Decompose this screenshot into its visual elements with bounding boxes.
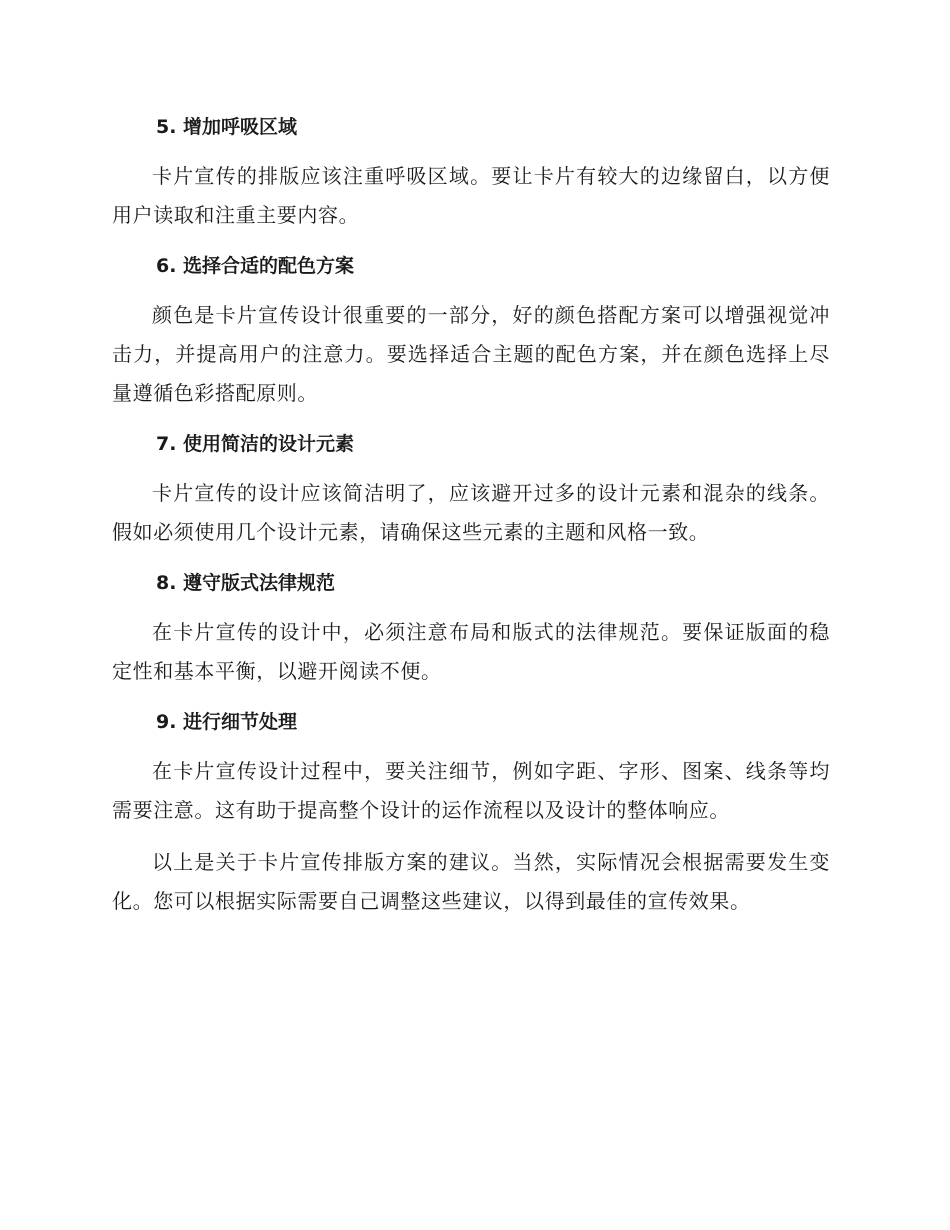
section-body-5: 卡片宣传的排版应该注重呼吸区域。要让卡片有较大的边缘留白，以方便用户读取和注重主要内容。 (112, 164, 830, 227)
section-heading-9: 9. 进行细节处理 (156, 711, 298, 733)
section-heading-6: 6. 选择合适的配色方案 (156, 255, 355, 277)
section-body-8: 在卡片宣传的设计中，必须注意布局和版式的法律规范。要保证版面的稳定性和基本平衡，以避开阅读不便。 (112, 620, 830, 683)
section-heading-7: 7. 使用简洁的设计元素 (156, 433, 355, 455)
section-body-9: 在卡片宣传设计过程中，要关注细节，例如字距、字形、图案、线条等均需要注意。这有助于提高整个设计的运作流程以及设计的整体响应。 (112, 759, 830, 822)
section-heading-5: 5. 增加呼吸区域 (156, 116, 298, 138)
section-heading-8: 8. 遵守版式法律规范 (156, 572, 336, 594)
document-content (112, 109, 830, 921)
closing-paragraph: 以上是关于卡片宣传排版方案的建议。当然，实际情况会根据需要发生变化。您可以根据实际需要自己调整这些建议，以得到最佳的宣传效果。 (112, 850, 830, 913)
section-body-6: 颜色是卡片宣传设计很重要的一部分，好的颜色搭配方案可以增强视觉冲击力，并提高用户的注意力。要选择适合主题的配色方案，并在颜色选择上尽量遵循色彩搭配原则。 (112, 303, 830, 405)
section-body-7: 卡片宣传的设计应该简洁明了，应该避开过多的设计元素和混杂的线条。假如必须使用几个设计元素，请确保这些元素的主题和风格一致。 (112, 481, 830, 544)
